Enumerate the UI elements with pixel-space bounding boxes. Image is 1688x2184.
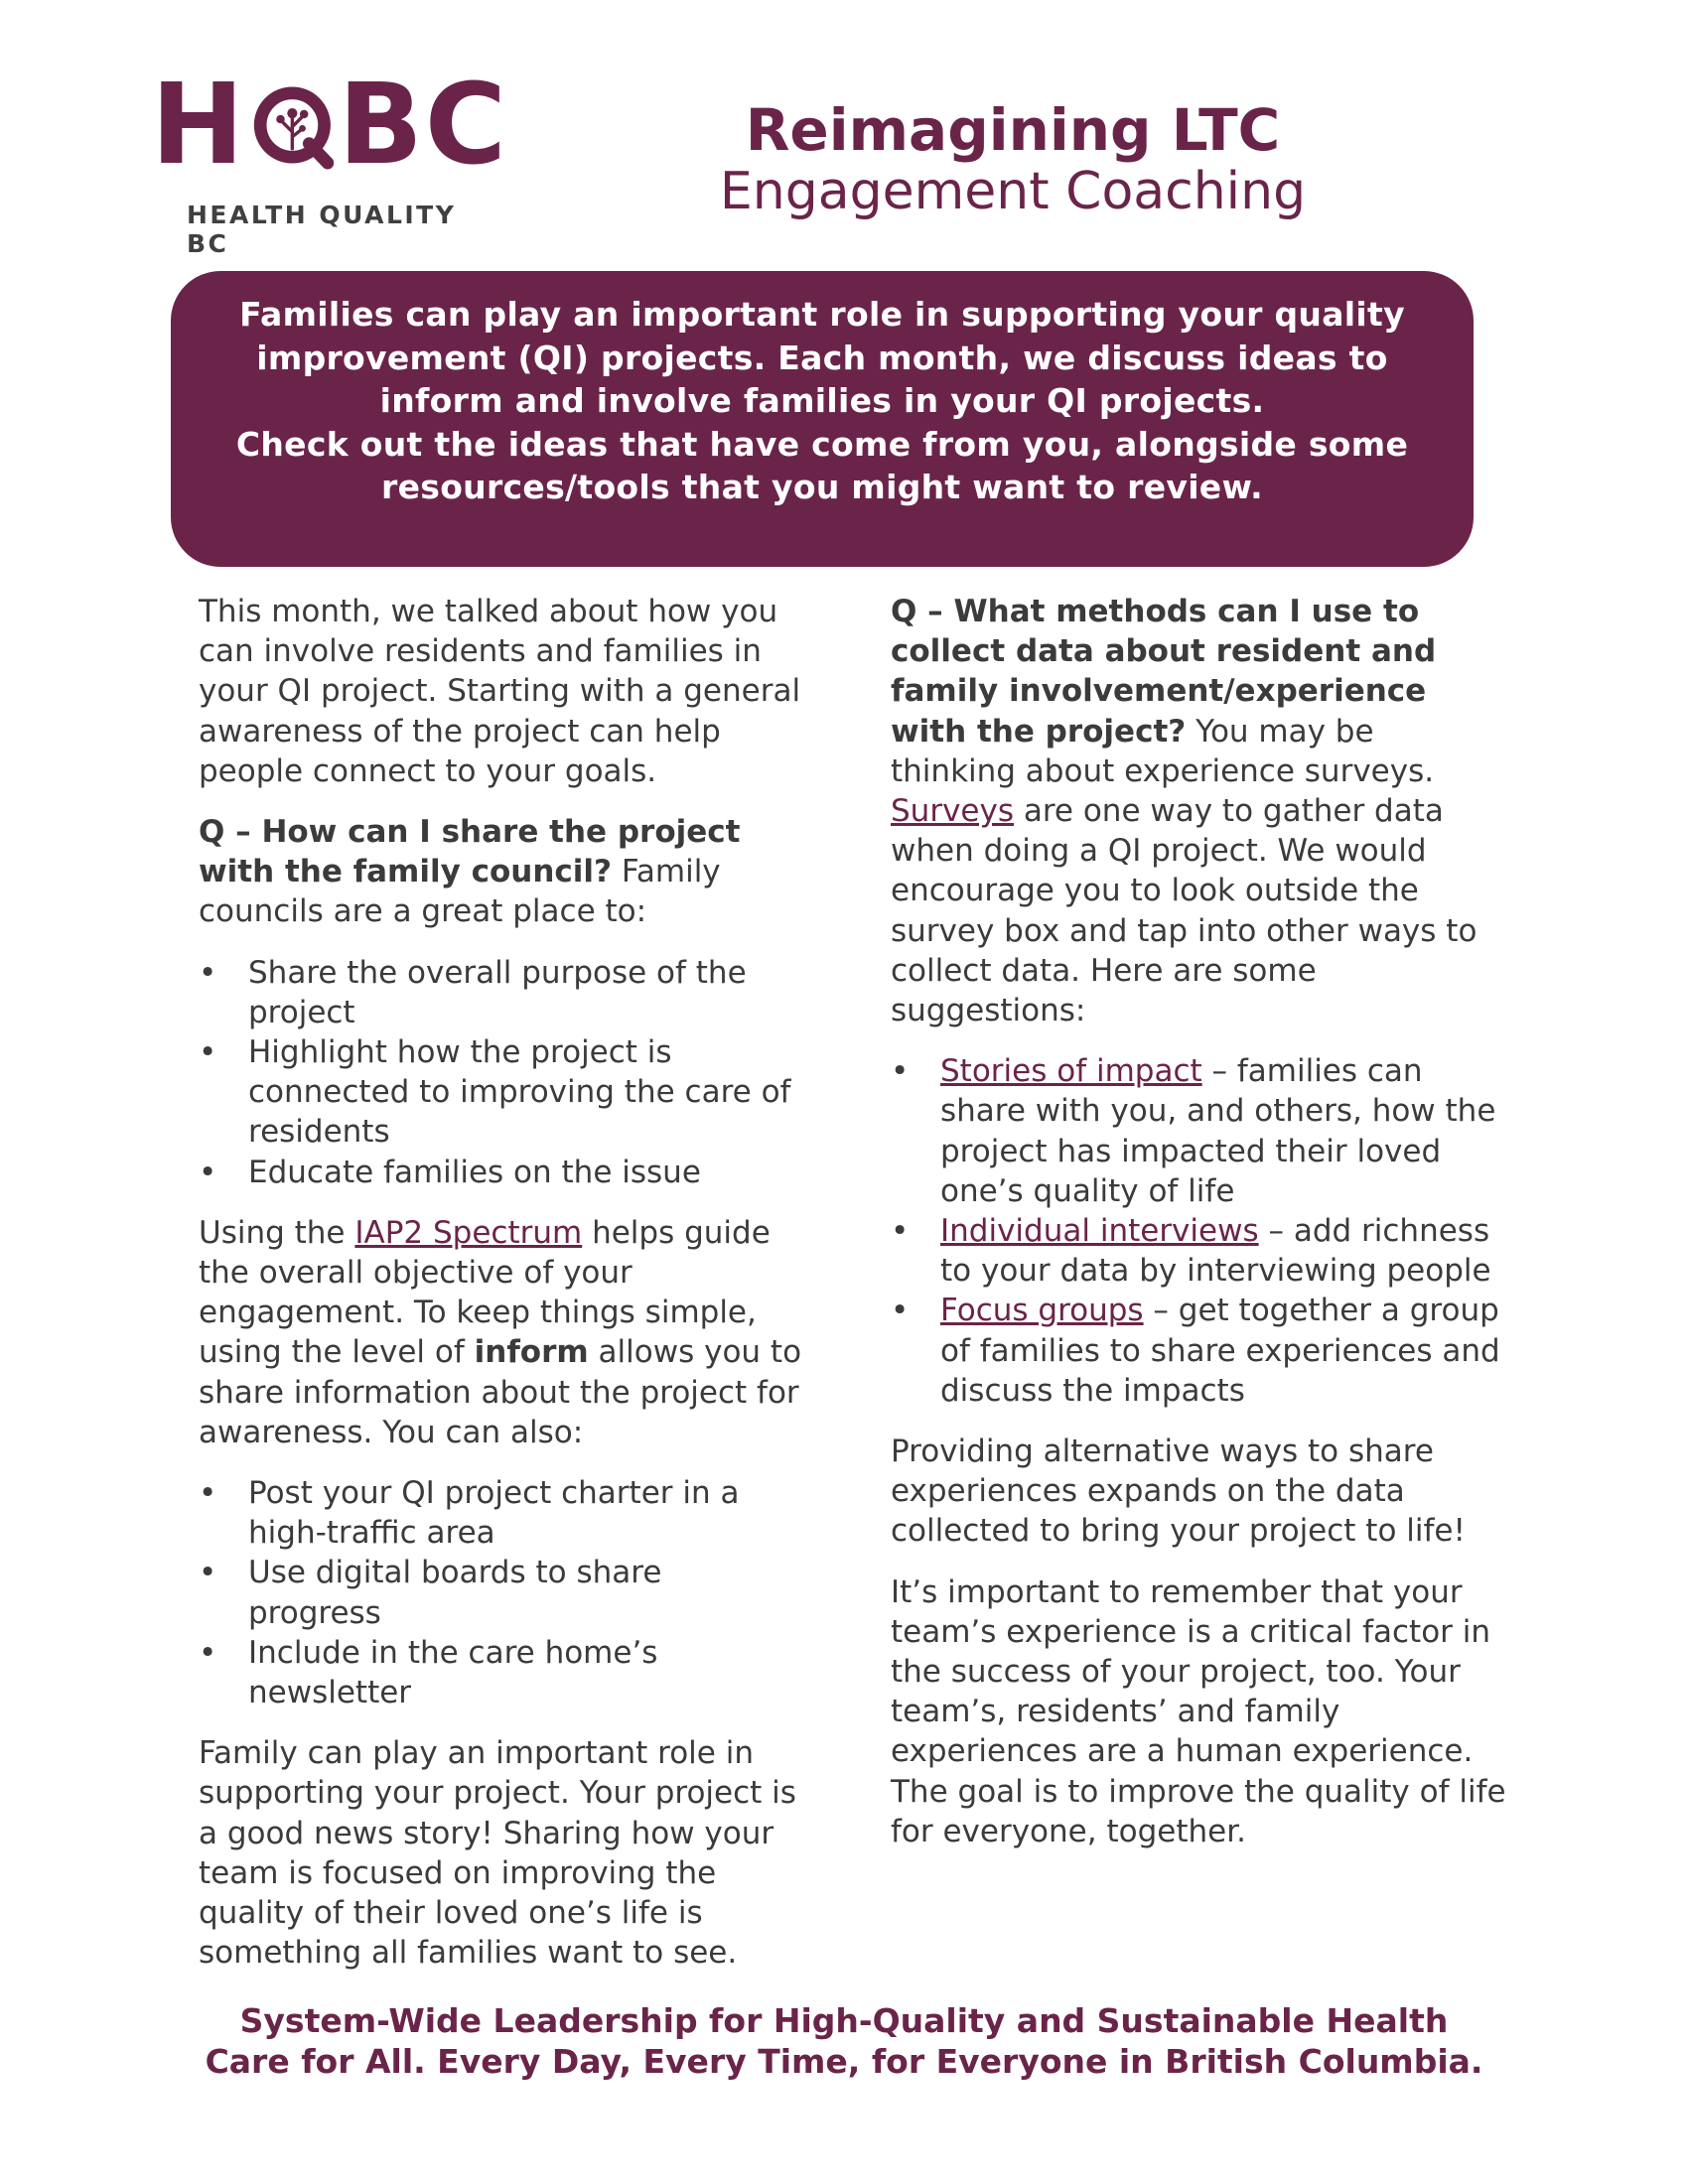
logo-letter-h: H xyxy=(151,61,246,190)
list-item: • Share the overall purpose of the project xyxy=(199,953,804,1032)
footer-line: Care for All. Every Day, Every Time, for Everyone in British Columbia. xyxy=(205,2042,1483,2081)
list-item: • Educate families on the issue xyxy=(199,1153,804,1192)
logo-q-tree-icon xyxy=(250,71,335,179)
team-experience-paragraph: It’s important to remember that your team’s experience is a critical factor in the success of your project, too. Your team’s, residents’ and family experiences are a human experience. The goal is to improve the quality of life for everyone, together. xyxy=(891,1573,1506,1849)
intro-banner xyxy=(171,271,1474,567)
focus-groups-link[interactable]: Focus groups xyxy=(940,1293,1144,1329)
list-item xyxy=(891,1291,1506,1411)
stories-of-impact-link[interactable]: Stories of impact xyxy=(940,1053,1202,1090)
intro-paragraph: This month, we talked about how you can involve residents and families in your QI project. Starting with a general awareness of the project can help people connect to your goals. xyxy=(199,594,801,789)
text-run: Using the xyxy=(199,1214,355,1251)
inform-emphasis: inform xyxy=(474,1334,589,1371)
right-column xyxy=(891,592,1506,1872)
closing-paragraph: Family can play an important role in supporting your project. Your project is a good news story! Sharing how your team is focused on improving the quality of their loved one’s life is something all families want to see. xyxy=(199,1735,796,1972)
footer-line: System-Wide Leadership for High-Quality and Sustainable Health xyxy=(239,2001,1449,2040)
family-council-question xyxy=(199,812,804,932)
individual-interviews-link[interactable]: Individual interviews xyxy=(940,1213,1259,1250)
left-column xyxy=(199,592,804,1994)
list-item: • Use digital boards to share progress xyxy=(199,1553,804,1632)
banner-text xyxy=(236,293,1408,509)
question-heading: Q – What methods can I use to collect data about resident and family involvement/experience with the project? xyxy=(891,594,1437,750)
list-item: • Highlight how the project is connected to improving the care of residents xyxy=(199,1032,804,1153)
data-methods-question xyxy=(891,592,1506,1030)
list-item: • Post your QI project charter in a high-traffic area xyxy=(199,1473,804,1553)
banner-line: inform and involve families in your QI projects. xyxy=(379,381,1265,420)
text-run: – add richness to your data by interviewing people xyxy=(940,1213,1491,1290)
surveys-link[interactable]: Surveys xyxy=(891,793,1014,830)
logo-subtitle: HEALTH QUALITY BC xyxy=(187,201,457,258)
list-item: • Include in the care home’s newsletter xyxy=(199,1633,804,1712)
iap2-spectrum-link[interactable]: IAP2 Spectrum xyxy=(354,1214,583,1251)
text-run: allows you to share information about the project for awareness. You can also: xyxy=(199,1334,802,1450)
data-methods-list xyxy=(891,1051,1506,1411)
banner-line: Check out the ideas that have come from you, alongside some xyxy=(235,424,1409,464)
iap2-paragraph xyxy=(199,1213,804,1452)
banner-line: resources/tools that you might want to review. xyxy=(381,468,1263,506)
banner-line: improvement (QI) projects. Each month, we discuss ideas to xyxy=(256,338,1388,377)
list-item xyxy=(891,1211,1506,1291)
text-run: You may be thinking about experience surveys. xyxy=(891,713,1435,789)
page-subtitle: Engagement Coaching xyxy=(719,161,1307,221)
question-heading: Q – How can I share the project with the family council? xyxy=(199,814,741,890)
logo-letters-bc: BC xyxy=(338,61,508,190)
text-run: – get together a group of families to share experiences and discuss the impacts xyxy=(940,1293,1500,1409)
hqbc-logo xyxy=(151,61,508,258)
alternative-ways-paragraph: Providing alternative ways to share experiences expands on the data collected to bring your project to life! xyxy=(891,1433,1466,1550)
text-run: are one way to gather data when doing a QI project. We would encourage you to look outside the survey box and tap into other ways to collect data. Here are some suggestions: xyxy=(891,793,1477,1029)
text-run: – families can share with you, and others, how the project has impacted their loved one’s quality of life xyxy=(940,1053,1496,1209)
page-title: Reimagining LTC xyxy=(745,96,1281,164)
page-header xyxy=(695,96,1331,222)
text-run: helps guide the overall objective of your engagement. To keep things simple, using the level of xyxy=(199,1214,771,1371)
list-item xyxy=(891,1051,1506,1211)
footer-tagline xyxy=(149,2000,1539,2082)
inform-actions-list xyxy=(199,1473,804,1712)
logo-wordmark xyxy=(151,61,508,190)
family-council-list xyxy=(199,953,804,1192)
question-text: Family councils are a great place to: xyxy=(199,854,721,930)
banner-line: Families can play an important role in supporting your quality xyxy=(239,295,1405,334)
